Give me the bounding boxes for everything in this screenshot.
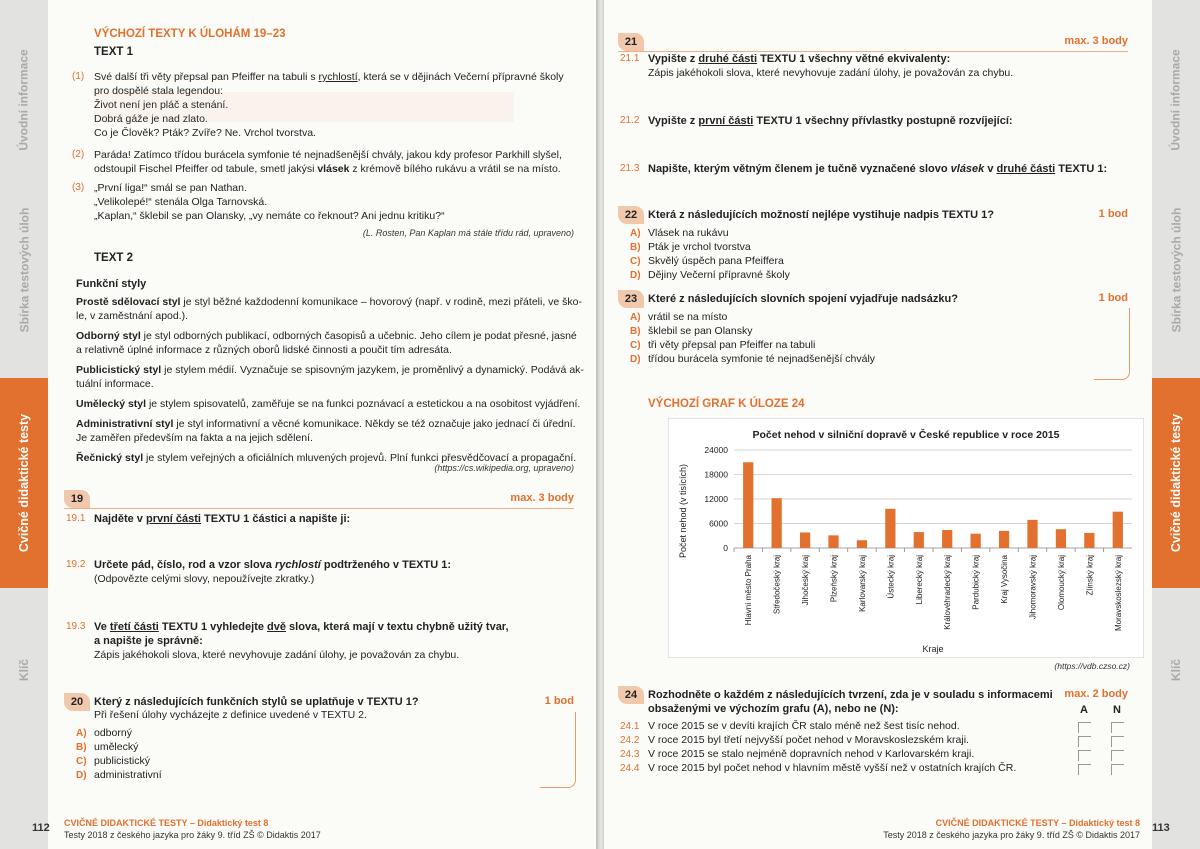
style-publicisticky: Publicistický styl je stylem médií. Vyznačuje se spisovným jazykem, je proměnlivý a dynamický. Podává ak- tuální informace. (76, 364, 584, 390)
task-19-3-num: 19.3 (66, 621, 86, 632)
highlight-band (94, 92, 514, 122)
text2-subtitle: Funkční styly (76, 278, 147, 290)
side-tab-klic-r[interactable]: Klíč (1168, 658, 1183, 682)
chart-bar (1027, 520, 1037, 548)
task-19-rule (64, 508, 574, 509)
style-recnicky: Řečnický styl je stylem veřejných a oficiálních mluvených projevů. Plní funkci přesvědčovací a propagační. (76, 452, 577, 464)
task-24-1-text: V roce 2015 se v devíti krajích ČR stalo méně než šest tisíc nehod. (648, 720, 960, 732)
task-19-1-num: 19.1 (66, 513, 86, 524)
footer-sub-right: Testy 2018 z českého jazyka pro žáky 9. tříd ZŠ © Didaktis 2017 (883, 830, 1140, 840)
chart-y-tick-label: 0 (723, 543, 728, 553)
chart-category-label: Karlovarský kraj (857, 555, 867, 612)
task-20-option-d[interactable]: administrativní (94, 769, 162, 781)
graph-heading: VÝCHOZÍ GRAF K ÚLOZE 24 (648, 398, 805, 410)
chart-bar (743, 462, 753, 548)
task-24-1-checkbox-n[interactable] (1111, 722, 1124, 733)
chart-category-label: Ústecký kraj (886, 555, 896, 599)
left-side-tabs (0, 0, 48, 849)
task-20-bracket (540, 712, 576, 788)
task-24-4-num: 24.4 (620, 763, 640, 774)
chart-category-label: Liberecký kraj (914, 555, 924, 605)
text1-title: TEXT 1 (94, 46, 133, 58)
chart-bar (1056, 529, 1066, 548)
task-20-option-b[interactable]: umělecký (94, 741, 139, 753)
task-23-option-c-letter: C) (630, 340, 641, 351)
task-24-1-num: 24.1 (620, 721, 640, 732)
chart-category-label: Plzeňský kraj (829, 555, 839, 603)
chart-bar (885, 509, 895, 548)
task-21-2-question: Vypište z první části TEXTU 1 všechny přívlastky postupně rozvíjející: (648, 115, 1013, 127)
task-24-question-line1: Rozhodněte o každém z následujících tvrzení, zda je v souladu s informacemi (648, 689, 1053, 701)
task-21-1-question: Vypište z druhé části TEXTU 1 všechny větné ekvivalenty: Zápis jakéhokoli slova, které nevyhovuje zadání úlohy, je považován za chybu. (648, 53, 1014, 79)
chart-bar (914, 532, 924, 548)
task-23-option-d[interactable]: třídou burácela symfonie té nejnadšenější chvály (648, 353, 876, 365)
chart-category-label: Hlavní město Praha (744, 555, 754, 626)
word-vlasek: vlásek (317, 163, 350, 175)
chart-bar (999, 531, 1009, 548)
task-24-2-checkbox-n[interactable] (1111, 736, 1124, 747)
chart-bar (772, 498, 782, 548)
task-23-option-b-letter: B) (630, 326, 641, 337)
task-23-option-d-letter: D) (630, 354, 641, 365)
task-23-points: 1 bod (1098, 292, 1128, 304)
chart-category-label: Jihomoravský kraj (1028, 555, 1038, 620)
task-24-2-num: 24.2 (620, 735, 640, 746)
task-22-points: 1 bod (1098, 208, 1128, 220)
side-tab-cvicne-testy-r[interactable]: Cvičné didaktické testy (1152, 378, 1200, 588)
text1-source: (L. Rosten, Pan Kaplan má stále třídu rád, upraveno) (362, 228, 574, 238)
task-24-3-num: 24.3 (620, 749, 640, 760)
right-side-tabs (1152, 0, 1200, 849)
page-number-right: 113 (1152, 822, 1170, 834)
accidents-bar-chart (668, 418, 1144, 658)
task-19-badge: 19 (64, 490, 90, 508)
task-23-option-b[interactable]: šklebil se pan Olansky (648, 325, 753, 337)
text2-source: (https://cs.wikipedia.org, upraveno) (434, 463, 574, 473)
side-tab-klic[interactable]: Klíč (16, 658, 31, 682)
side-tab-cvicne-testy[interactable]: Cvičné didaktické testy (0, 378, 48, 588)
task-24-3-checkbox-n[interactable] (1111, 750, 1124, 761)
text1-paragraph-3: (3) „První liga!“ smál se pan Nathan. „Velikolepé!“ stenála Olga Tarnovská. „Kaplan,“ šklebil se pan Olansky, „vy nemáte co řeknout? Ani jednu kritiku?“ (72, 182, 445, 222)
task-23-option-a[interactable]: vrátil se na místo (648, 311, 728, 323)
task-24-4-checkbox-a[interactable] (1078, 764, 1091, 775)
chart-bar (828, 535, 838, 548)
task-24-4-checkbox-n[interactable] (1111, 764, 1124, 775)
task-22-option-b[interactable]: Pták je vrchol tvorstva (648, 241, 751, 253)
task-24-4-text: V roce 2015 byl počet nehod v hlavním městě vyšší než v ostatních krajích ČR. (648, 762, 1017, 774)
style-odborny: Odborný styl je styl odborných publikací, odborných časopisů a učebnic. Jeho cílem je podat přesné, jasné a relativně úplné informace z různých oborů lidské činnosti a poučit tím adresáta. (76, 330, 577, 356)
chart-category-label: Jihočeský kraj (801, 555, 811, 606)
task-20-question: Který z následujících funkčních stylů se uplatňuje v TEXTU 1? (94, 696, 419, 708)
task-22-option-c-letter: C) (630, 256, 641, 267)
task-24-3-text: V roce 2015 se stalo nejméně dopravních nehod v Karlovarském kraji. (648, 748, 975, 760)
chart-category-label: Královéhradecký kraj (943, 555, 953, 630)
task-23-option-c[interactable]: tři věty přepsal pan Pfeiffer na tabuli (648, 339, 816, 351)
task-22-option-d-letter: D) (630, 270, 641, 281)
side-tab-sbirka-r[interactable]: Sbírka testových úloh (1169, 207, 1184, 333)
task-23-bracket (1094, 308, 1130, 380)
task-20-option-b-letter: B) (76, 742, 87, 753)
task-21-badge: 21 (618, 33, 644, 51)
task-20-option-c[interactable]: publicistický (94, 755, 151, 767)
chart-y-tick-label: 6000 (709, 518, 728, 529)
task-24-points: max. 2 body (1064, 688, 1128, 700)
task-23-option-a-letter: A) (630, 312, 641, 323)
task-20-option-d-letter: D) (76, 770, 87, 781)
task-22-question: Která z následujících možností nejlépe vystihuje nadpis TEXTU 1? (648, 209, 994, 221)
text1-paragraph-1: (1) Své další tři věty přepsal pan Pfeiffer na tabuli s rychlostí, která se v dějinách Večerní přípravné školy pro dospělé stala legendou: Život není jen pláč a stenání. Dobrá gáže je nad zlato. Co je Člověk? Pták? Zvíře? Ne. Vrchol tvorstva. (72, 71, 564, 139)
chart-bar (857, 540, 867, 548)
task-22-option-b-letter: B) (630, 242, 641, 253)
chart-title: Počet nehod v silniční dopravě v České republice v roce 2015 (752, 429, 1060, 441)
task-22-option-d[interactable]: Dějiny Večerní přípravné školy (648, 269, 790, 281)
task-20-option-a-letter: A) (76, 728, 87, 739)
chart-y-axis-label: Počet nehod (v tisících) (678, 463, 688, 559)
task-23-question: Které z následujících slovních spojení vyjadřuje nadsázku? (648, 293, 958, 305)
chart-category-label: Zlínský kraj (1085, 555, 1095, 596)
task-24-badge: 24 (618, 686, 644, 704)
task-20-option-a[interactable]: odborný (94, 727, 132, 739)
page-number-left: 112 (32, 822, 50, 834)
chart-source: (https://vdb.czso.cz) (1054, 661, 1130, 671)
chart-x-axis-label: Kraje (922, 644, 944, 654)
task-20-hint: Při řešení úlohy vycházejte z definice uvedené v TEXTU 2. (94, 709, 367, 721)
word-rychlosti: rychlostí (318, 71, 358, 83)
style-umelecky: Umělecký styl je stylem spisovatelů, zaměřuje se na funkci poznávací a estetickou a na osobitost vyjádření. (76, 398, 581, 410)
chart-bar (971, 534, 981, 548)
task-19-2-num: 19.2 (66, 559, 86, 570)
task-23-badge: 23 (618, 290, 644, 308)
chart-frame (668, 418, 1144, 658)
side-tab-uvodni-informace-r[interactable]: Úvodní informace (1169, 49, 1184, 151)
task-24-2-checkbox-a[interactable] (1078, 736, 1091, 747)
task-22-badge: 22 (618, 206, 644, 224)
chart-bar (800, 532, 810, 548)
style-prosté-sdelovaci: Prostě sdělovací styl je styl běžné každodenní komunikace – hovorový (např. v rodině, mezi přáteli, ve ško- le, v zaměstnání apod.). (76, 296, 583, 322)
task-20-badge: 20 (64, 693, 90, 711)
task-21-points: max. 3 body (1064, 35, 1128, 47)
text2-title: TEXT 2 (94, 252, 133, 264)
footer-title-right: CVIČNÉ DIDAKTICKÉ TESTY – Didaktický test 8 (935, 818, 1140, 828)
chart-category-label: Olomoucký kraj (1056, 555, 1066, 611)
task-22-option-a[interactable]: Vlásek na rukávu (648, 227, 729, 239)
task-24-col-n: N (1113, 704, 1121, 716)
task-20-points: 1 bod (544, 695, 574, 707)
chart-y-tick-label: 12000 (704, 494, 728, 504)
text2-styles (76, 295, 586, 465)
text1-paragraph-2: (2) Paráda! Zatímco třídou burácela symfonie té nejnadšenější chvály, jakou kdy profesor Parkhill slyšel, odstoupil Fischel Pfeiffer od tabule, smetl jakýsi vlásek z krémově bílého rukávu a vrátil se na místo. (72, 149, 562, 175)
chart-category-label: Pardubický kraj (971, 555, 981, 610)
task-24-2-text: V roce 2015 byl třetí nejvyšší počet nehod v Moravskoslezském kraji. (648, 734, 969, 746)
task-19-3-question: Ve třetí části TEXTU 1 vyhledejte dvě slova, která mají v textu chybně užitý tvar, a napište je správně: Zápis jakéhokoli slova, které nevyhovuje zadání úlohy, je považován za chybu. (94, 621, 509, 661)
task-24-3-checkbox-a[interactable] (1078, 750, 1091, 761)
task-24-1-checkbox-a[interactable] (1078, 722, 1091, 733)
task-24-col-a: A (1080, 704, 1088, 716)
chart-bar (1113, 512, 1123, 548)
style-administrativni: Administrativní styl je styl informativní a věcné komunikace. Někdy se též označuje jako jednací či úřední. Je zaměřen především na fakta a na jejich sdělení. (76, 418, 576, 444)
texts-heading: VÝCHOZÍ TEXTY K ÚLOHÁM 19–23 (94, 28, 286, 40)
task-20-option-c-letter: C) (76, 756, 87, 767)
side-tab-uvodni-informace[interactable]: Úvodní informace (17, 49, 32, 151)
chart-bar (1084, 533, 1094, 548)
chart-y-tick-label: 24000 (704, 445, 728, 455)
task-19-1-question: Najděte v první části TEXTU 1 částici a napište ji: (94, 513, 351, 525)
task-21-2-num: 21.2 (620, 115, 640, 126)
task-22-option-a-letter: A) (630, 228, 641, 239)
chart-category-label: Moravskoslezský kraj (1113, 555, 1123, 632)
task-24-question-line2: obsaženými ve výchozím grafu (A), nebo ne (N): (648, 703, 899, 715)
chart-bar (942, 530, 952, 548)
footer-title-left: CVIČNÉ DIDAKTICKÉ TESTY – Didaktický test 8 (64, 818, 269, 828)
task-21-3-question: Napište, kterým větným členem je tučně vyznačené slovo vlásek v druhé části TEXTU 1: (648, 163, 1108, 175)
chart-category-label: Kraj Vysočina (1000, 555, 1010, 604)
task-19-points: max. 3 body (510, 492, 574, 504)
task-21-3-num: 21.3 (620, 163, 640, 174)
side-tab-sbirka[interactable]: Sbírka testových úloh (17, 207, 32, 333)
task-19-2-question: Určete pád, číslo, rod a vzor slova rychlostí podtrženého v TEXTU 1: (Odpovězte celými slovy, nepoužívejte zkratky.) (94, 559, 451, 585)
left-page (0, 0, 598, 849)
task-21-1-num: 21.1 (620, 53, 640, 64)
chart-y-tick-label: 18000 (704, 469, 728, 480)
footer-sub-left: Testy 2018 z českého jazyka pro žáky 9. tříd ZŠ © Didaktis 2017 (64, 830, 321, 840)
task-22-option-c[interactable]: Skvělý úspěch pana Pfeiffera (648, 255, 784, 267)
chart-category-label: Středočeský kraj (772, 555, 782, 615)
right-page (604, 0, 1200, 849)
